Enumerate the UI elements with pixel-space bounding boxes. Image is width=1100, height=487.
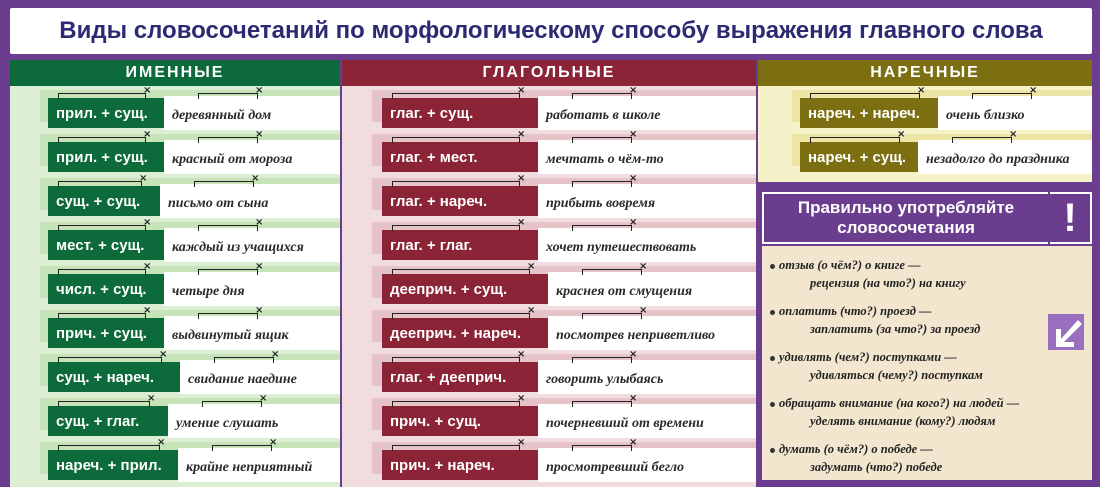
dependency-cross-icon: × xyxy=(639,305,648,316)
dependency-arc xyxy=(582,269,642,275)
example-phrase: краснея от смущения xyxy=(548,272,756,306)
nominal-row xyxy=(10,86,340,122)
dependency-cross-icon: × xyxy=(157,437,166,448)
dependency-arc xyxy=(58,313,146,319)
dependency-arc xyxy=(392,357,520,363)
nominal-row xyxy=(10,262,340,298)
dependency-cross-icon: × xyxy=(629,437,638,448)
verbal-row xyxy=(342,350,756,386)
rule-line-1: оплатить (что?) проезд — xyxy=(779,304,932,318)
dependency-cross-icon: × xyxy=(527,261,536,272)
formula-label: глаг. + мест. xyxy=(382,142,538,172)
dependency-arc xyxy=(58,401,150,407)
dependency-arc xyxy=(58,445,160,451)
dependency-arc xyxy=(952,137,1012,143)
dependency-cross-icon: × xyxy=(159,349,168,360)
dependency-cross-icon: × xyxy=(255,261,264,272)
example-phrase: посмотрев неприветливо xyxy=(548,316,756,350)
formula-label: нареч. + прил. xyxy=(48,450,178,480)
dependency-cross-icon: × xyxy=(517,129,526,140)
dependency-cross-icon: × xyxy=(139,173,148,184)
dependency-cross-icon: × xyxy=(255,85,264,96)
dependency-arc xyxy=(58,225,146,231)
dependency-cross-icon: × xyxy=(517,173,526,184)
rule-item xyxy=(770,348,983,384)
dependency-cross-icon: × xyxy=(143,305,152,316)
dependency-cross-icon: × xyxy=(143,85,152,96)
rule-line-2: рецензия (на что?) на книгу xyxy=(810,276,966,290)
dependency-cross-icon: × xyxy=(527,305,536,316)
verbal-row xyxy=(342,394,756,430)
example-phrase: выдвинутый ящик xyxy=(164,316,340,350)
nominal-row xyxy=(10,394,340,430)
dependency-arc xyxy=(198,93,258,99)
nominal-row xyxy=(10,306,340,342)
dependency-cross-icon: × xyxy=(517,349,526,360)
verbal-row xyxy=(342,86,756,122)
dependency-cross-icon: × xyxy=(629,393,638,404)
adverbial-row xyxy=(758,86,1092,122)
example-phrase: очень близко xyxy=(938,96,1092,130)
dependency-arc xyxy=(212,445,272,451)
rule-line-2: уделять внимание (кому?) людям xyxy=(810,414,996,428)
dependency-cross-icon: × xyxy=(143,217,152,228)
dependency-cross-icon: × xyxy=(255,129,264,140)
dependency-cross-icon: × xyxy=(517,217,526,228)
verbal-row xyxy=(342,306,756,342)
verbal-column xyxy=(342,60,756,487)
dependency-arc xyxy=(972,93,1032,99)
dependency-cross-icon: × xyxy=(629,217,638,228)
nominal-header: ИМЕННЫЕ xyxy=(10,60,340,86)
rule-item xyxy=(770,440,942,476)
formula-label: дееприч. + нареч. xyxy=(382,318,548,348)
rule-line-1: отзыв (о чём?) о книге — xyxy=(779,258,921,272)
bullet-icon xyxy=(770,264,775,269)
formula-label: прич. + сущ. xyxy=(382,406,538,436)
dependency-cross-icon: × xyxy=(1029,85,1038,96)
dependency-cross-icon: × xyxy=(251,173,260,184)
nominal-list xyxy=(10,86,340,487)
formula-label: глаг. + нареч. xyxy=(382,186,538,216)
dependency-cross-icon: × xyxy=(629,129,638,140)
rule-line-1: думать (о чём?) о победе — xyxy=(779,442,933,456)
nominal-row xyxy=(10,218,340,254)
exclamation-icon: ! xyxy=(1050,192,1092,244)
formula-label: глаг. + глаг. xyxy=(382,230,538,260)
dependency-cross-icon: × xyxy=(639,261,648,272)
dependency-cross-icon: × xyxy=(143,129,152,140)
verbal-row xyxy=(342,218,756,254)
rule-item xyxy=(770,302,980,338)
bullet-icon xyxy=(770,356,775,361)
dependency-arc xyxy=(572,401,632,407)
dependency-arc xyxy=(392,401,520,407)
example-phrase: деревянный дом xyxy=(164,96,340,130)
dependency-arc xyxy=(58,137,146,143)
dependency-cross-icon: × xyxy=(1009,129,1018,140)
page-title: Виды словосочетаний по морфологическому способу выражения главного слова xyxy=(10,8,1092,54)
dependency-cross-icon: × xyxy=(629,173,638,184)
dependency-arc xyxy=(392,445,520,451)
dependency-arc xyxy=(392,93,520,99)
example-phrase: прибыть вовремя xyxy=(538,184,756,218)
bullet-icon xyxy=(770,310,775,315)
dependency-arc xyxy=(198,313,258,319)
example-phrase: почерневший от времени xyxy=(538,404,756,438)
nominal-column xyxy=(10,60,340,487)
bullet-icon xyxy=(770,448,775,453)
verbal-row xyxy=(342,174,756,210)
formula-label: сущ. + нареч. xyxy=(48,362,180,392)
arrow-down-left-icon xyxy=(1048,314,1084,350)
dependency-cross-icon: × xyxy=(271,349,280,360)
formula-label: числ. + сущ. xyxy=(48,274,164,304)
rule-item xyxy=(770,394,1019,430)
dependency-cross-icon: × xyxy=(517,437,526,448)
rule-line-1: обращать внимание (на кого?) на людей — xyxy=(779,396,1020,410)
dependency-arc xyxy=(810,137,900,143)
dependency-cross-icon: × xyxy=(629,85,638,96)
rule-line-2: удивляться (чему?) поступкам xyxy=(810,368,983,382)
example-phrase: четыре дня xyxy=(164,272,340,306)
dependency-cross-icon: × xyxy=(269,437,278,448)
dependency-arc xyxy=(392,269,530,275)
dependency-arc xyxy=(58,269,146,275)
rules-panel xyxy=(762,192,1092,480)
dependency-cross-icon: × xyxy=(147,393,156,404)
example-phrase: умение слушать xyxy=(168,404,340,438)
example-phrase: незадолго до праздника xyxy=(918,140,1092,174)
formula-label: глаг. + дееприч. xyxy=(382,362,538,392)
adverbial-row xyxy=(758,130,1092,166)
formula-label: прил. + сущ. xyxy=(48,142,164,172)
nominal-row xyxy=(10,130,340,166)
dependency-arc xyxy=(194,181,254,187)
dependency-arc xyxy=(572,181,632,187)
dependency-cross-icon: × xyxy=(255,217,264,228)
rule-line-2: заплатить (за что?) за проезд xyxy=(810,322,981,336)
dependency-arc xyxy=(392,313,530,319)
formula-label: сущ. + сущ. xyxy=(48,186,160,216)
rule-line-1: удивлять (чем?) поступками — xyxy=(779,350,957,364)
dependency-arc xyxy=(214,357,274,363)
formula-label: дееприч. + сущ. xyxy=(382,274,548,304)
dependency-arc xyxy=(198,137,258,143)
dependency-cross-icon: × xyxy=(259,393,268,404)
example-phrase: каждый из учащихся xyxy=(164,228,340,262)
dependency-arc xyxy=(582,313,642,319)
dependency-cross-icon: × xyxy=(897,129,906,140)
dependency-arc xyxy=(58,93,146,99)
rules-list xyxy=(762,246,1092,480)
formula-label: мест. + сущ. xyxy=(48,230,164,260)
formula-label: сущ. + глаг. xyxy=(48,406,168,436)
adverbial-column xyxy=(758,60,1092,182)
dependency-arc xyxy=(810,93,920,99)
dependency-arc xyxy=(392,225,520,231)
adverbial-list xyxy=(758,86,1092,182)
dependency-arc xyxy=(202,401,262,407)
dependency-arc xyxy=(198,225,258,231)
bullet-icon xyxy=(770,402,775,407)
formula-label: глаг. + сущ. xyxy=(382,98,538,128)
formula-label: прич. + сущ. xyxy=(48,318,164,348)
adverbial-header: НАРЕЧНЫЕ xyxy=(758,60,1092,86)
dependency-arc xyxy=(392,137,520,143)
verbal-header: ГЛАГОЛЬНЫЕ xyxy=(342,60,756,86)
dependency-arc xyxy=(572,225,632,231)
nominal-row xyxy=(10,350,340,386)
example-phrase: хочет путешествовать xyxy=(538,228,756,262)
dependency-cross-icon: × xyxy=(917,85,926,96)
example-phrase: красный от мороза xyxy=(164,140,340,174)
example-phrase: просмотревший бегло xyxy=(538,448,756,482)
dependency-arc xyxy=(58,357,162,363)
verbal-row xyxy=(342,438,756,474)
dependency-arc xyxy=(572,445,632,451)
formula-label: нареч. + нареч. xyxy=(800,98,938,128)
rules-header: Правильно употребляйте словосочетания xyxy=(762,192,1048,244)
verbal-list xyxy=(342,86,756,487)
formula-label: нареч. + сущ. xyxy=(800,142,918,172)
example-phrase: крайне неприятный xyxy=(178,448,340,482)
dependency-arc xyxy=(58,181,142,187)
example-phrase: работать в школе xyxy=(538,96,756,130)
example-phrase: письмо от сына xyxy=(160,184,340,218)
formula-label: прил. + сущ. xyxy=(48,98,164,128)
dependency-cross-icon: × xyxy=(629,349,638,360)
verbal-row xyxy=(342,262,756,298)
nominal-row xyxy=(10,438,340,474)
dependency-arc xyxy=(572,93,632,99)
dependency-cross-icon: × xyxy=(255,305,264,316)
dependency-cross-icon: × xyxy=(143,261,152,272)
example-phrase: свидание наедине xyxy=(180,360,340,394)
dependency-arc xyxy=(198,269,258,275)
dependency-arc xyxy=(572,357,632,363)
example-phrase: мечтать о чём-то xyxy=(538,140,756,174)
dependency-cross-icon: × xyxy=(517,85,526,96)
dependency-arc xyxy=(392,181,520,187)
verbal-row xyxy=(342,130,756,166)
rule-item xyxy=(770,256,966,292)
formula-label: прич. + нареч. xyxy=(382,450,538,480)
nominal-row xyxy=(10,174,340,210)
dependency-arc xyxy=(572,137,632,143)
dependency-cross-icon: × xyxy=(517,393,526,404)
example-phrase: говорить улыбаясь xyxy=(538,360,756,394)
rule-line-2: задумать (что?) победе xyxy=(810,460,943,474)
